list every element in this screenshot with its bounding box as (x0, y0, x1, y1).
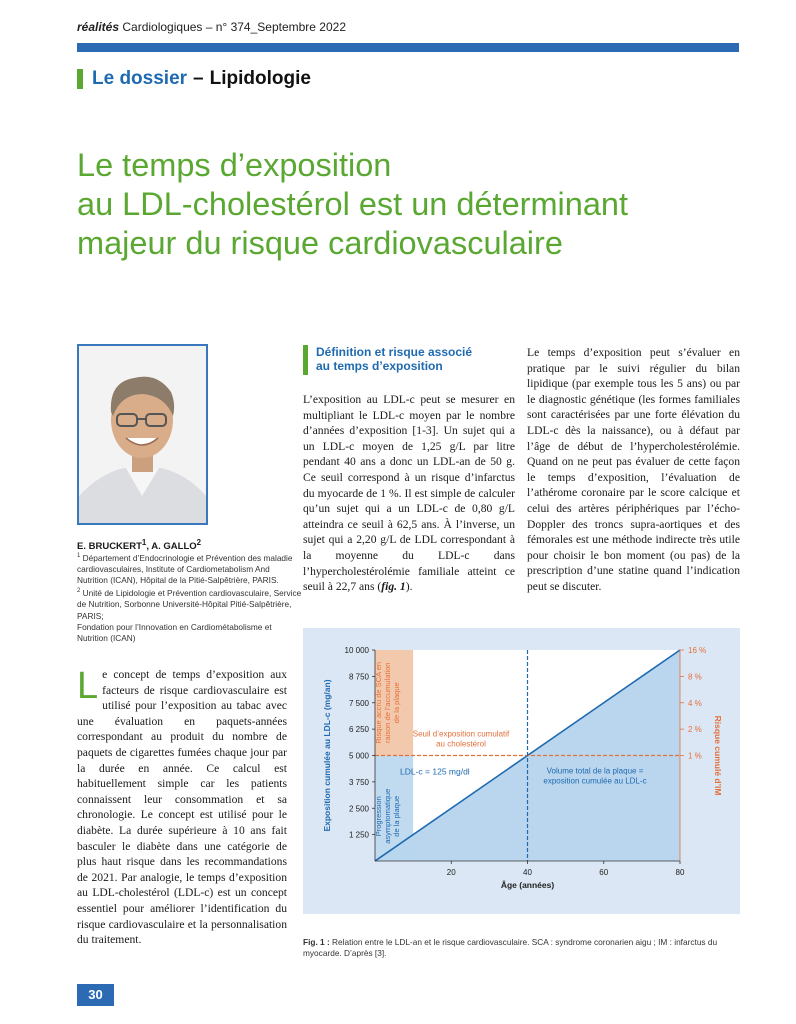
subheading (303, 345, 472, 375)
upper-zone-annotation-line: Risque accru de SCA en (374, 661, 383, 744)
y-tick-label: 6 250 (348, 725, 369, 735)
author-portrait-graphic (79, 346, 206, 523)
affiliation-3: Fondation pour l’Innovation en Cardiométabolisme et Nutrition (ICAN) (77, 621, 272, 643)
lower-zone-annotation-line: de la plaque (392, 795, 401, 837)
y2-tick-label: 2 % (688, 725, 702, 735)
volume-annotation (543, 767, 646, 786)
x-tick-label: 20 (446, 868, 456, 877)
subheading-line: au temps d’exposition (316, 359, 443, 373)
y2-tick-label: 8 % (688, 672, 702, 682)
chart (303, 628, 740, 914)
col2-text: L’exposition au LDL-c peut se mesurer en multipliant le LDL-c moyen par le nombre d’années d’exposition [1-3]. Un sujet qui a un LDL-c moyen de 1,25 g/L par litre pendant 40 ans a donc un LDL-an de 50 g. Ce seuil correspond à un risque d’infarctus du myocarde de 1 %. Il est simple de calculer qu’un sujet qui a un LDL-c de 0,80 g/L atteindra ce seuil à 62,5 ans. À l’inverse, un sujet qui a 2,20 g/L de LDL correspondant à la moyenne du LDL-c dans l’hypercholestérolémie familiale atteint ce seuil à 22,7 ans ( (303, 393, 515, 594)
figure-reference[interactable]: fig. 1 (381, 580, 406, 594)
section-dash: – (193, 68, 204, 89)
journal-header (77, 20, 346, 34)
caption-label: Fig. 1 : (303, 937, 330, 947)
volume-annotation-line: Volume total de la plaque = (546, 766, 644, 776)
column-2-text (303, 392, 515, 595)
ldl-annotation: LDL-c = 125 mg/dl (400, 766, 470, 777)
figure-1 (303, 628, 740, 914)
y2-tick-label: 1 % (688, 751, 702, 761)
upper-zone-annotation-line: raison de l’accumulation (383, 662, 392, 743)
figure-caption (303, 937, 740, 959)
y-tick-label: 3 750 (348, 777, 369, 787)
journal-brand: réalités (77, 20, 120, 34)
section-heading (77, 68, 311, 90)
lower-zone-annotation (374, 789, 401, 844)
column-3-text: Le temps d’exposition peut s’évaluer en pratique par le suivi régulier du bilan lipidique (par exemple tous les 5 ans) ou par le diagnostic génétique (les formes familiales sont caractérisées par une forte élévation du LDL-c dès la naissance), ou à défaut par l’âge de début de l’hypercholestérolémie. Quand on ne peut pas évaluer de cette façon le temps d’exposition, l’évaluation de l’athérome coronaire par le score calcique et celui des artères périphériques par l’écho-Doppler des troncs supra-aortiques et des fémorales est une méthode indirecte très utile pour choisir le bon moment (ou pas) de la prescription d’une statine quand l’indication peut se discuter. (527, 346, 740, 593)
affiliation-2 (77, 586, 302, 621)
intro-paragraph (77, 667, 287, 948)
drop-cap: L (77, 665, 99, 707)
article-title (77, 146, 737, 263)
affiliation-sup: 2 (77, 588, 81, 595)
x-tick-label: 40 (523, 868, 532, 877)
subheading-bar (303, 345, 308, 375)
title-line: Le temps d’exposition (77, 147, 392, 183)
y2-tick-label: 4 % (688, 698, 702, 708)
volume-annotation-line: exposition cumulée au LDL-c (543, 776, 647, 786)
col2-text-end: ). (405, 580, 413, 594)
x-tick-label: 60 (599, 868, 609, 877)
affiliations (77, 551, 302, 644)
author-name-2: , A. GALLO (146, 541, 197, 553)
journal-issue: Cardiologiques – n° 374_Septembre 2022 (119, 20, 346, 34)
author-photo (77, 344, 208, 525)
y-tick-label: 7 500 (348, 698, 369, 708)
section-label: Le dossier (92, 68, 188, 89)
upper-zone-annotation-line: de la plaque (392, 682, 401, 724)
intro-text: e concept de temps d’exposition aux facteurs de risque cardiovasculaire est utilisé pour l’exposition au tabac avec une évaluation en paquets-années correspondant au produit du nombre de paquets de cigarettes fumées chaque jour par la durée en année. Ce calcul est habituellement simple car les patients connaissent leur consommation et sa chronologie. Le concept est utilisé pour le diabète. La durée supérieure à 10 ans fait basculer le diabète dans une catégorie de plus haut risque dans les recommandations de 2021. Par analogie, le temps d’exposition au LDL-cholestérol (LDL-c) est un concept essentiel pour améliorer l’identification du risque cardiovasculaire et la personnalisation du traitement. (77, 668, 287, 947)
page-number: 30 (77, 984, 114, 1006)
section-bar (77, 69, 83, 89)
y-tick-label: 1 250 (348, 830, 369, 840)
affiliation-text: Unité de Lipidologie et Prévention cardiovasculaire, Service de Nutrition, Sorbonne Université-Hôpital Pitié-Salpêtrière, PARIS; (77, 588, 302, 621)
y-tick-label: 8 750 (348, 672, 369, 682)
affiliation-1 (77, 551, 302, 586)
y-axis-label: Exposition cumulée au LDL-c (mg/an) (322, 679, 332, 832)
x-axis-label: Âge (années) (500, 880, 555, 890)
threshold-annotation-line: Seuil d’exposition cumulatif (412, 729, 510, 739)
y-tick-label: 10 000 (344, 646, 369, 655)
y2-axis-label: Risque cumulé d’IM (713, 715, 723, 796)
caption-text: Relation entre le LDL-an et le risque cardiovasculaire. SCA : syndrome coronarien aigu ; IM : infarctus du myocarde. D’après [3]. (303, 937, 718, 958)
y2-tick-label: 16 % (688, 646, 707, 655)
lower-zone-annotation-line: Progression (374, 796, 383, 837)
title-line: au LDL-cholestérol est un déterminant (77, 186, 629, 222)
lower-zone-annotation-line: asymptomatique (383, 788, 392, 844)
affiliation-sup: 1 (77, 553, 81, 559)
affiliation-text: Département d’Endocrinologie et Prévention des maladie cardiovasculaires, Institute of Cardiometabolism And Nutrition (ICAN), Hôpital de la Pitié-Salpêtrière, PARIS. (77, 552, 293, 586)
subheading-line: Définition et risque associé (316, 345, 473, 359)
y-tick-label: 5 000 (348, 751, 369, 761)
y-tick-label: 2 500 (348, 804, 369, 814)
header-rule (77, 43, 739, 52)
author-name-1: E. BRUCKERT (77, 541, 142, 553)
title-line: majeur du risque cardiovasculaire (77, 225, 563, 261)
threshold-annotation-line: au cholestérol (436, 739, 486, 749)
x-tick-label: 80 (675, 868, 685, 877)
author-sup-1: 1 (141, 538, 147, 547)
section-topic: Lipidologie (209, 68, 311, 89)
author-sup-2: 2 (196, 538, 202, 547)
